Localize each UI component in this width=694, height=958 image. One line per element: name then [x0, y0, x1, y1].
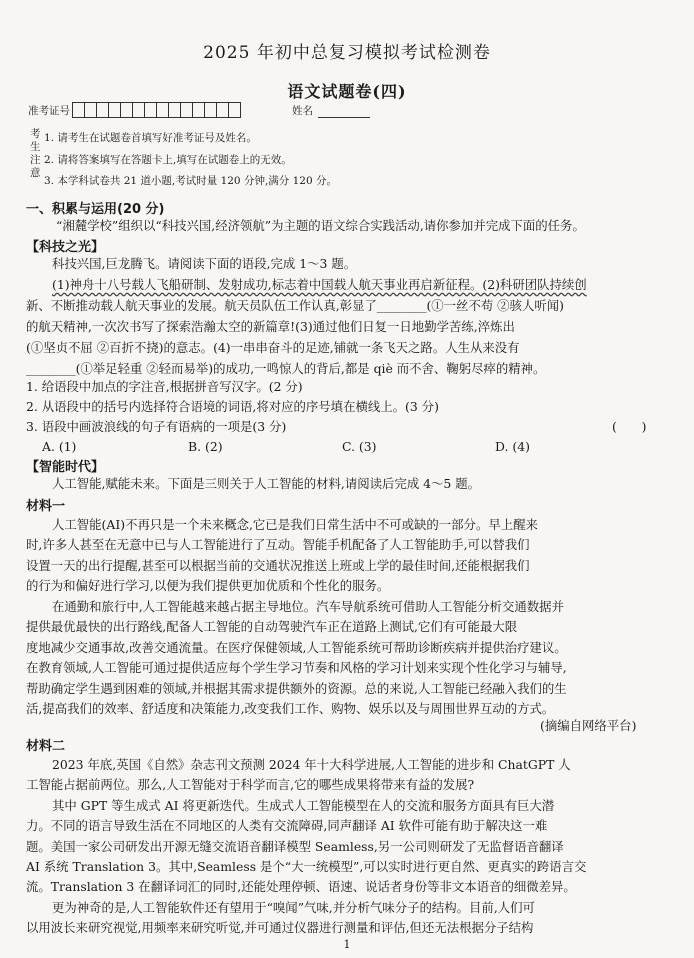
material-line: 设置一天的出行提醒,甚至可以根据当前的交通状况推送上班或上学的最佳时间,还能根据我们: [26, 558, 530, 573]
material-line: 题。美国一家公司研发出开源无缝交流语音翻译模型 Seamless,另一公司则研发了无监督语音翻译: [26, 839, 564, 854]
page-number: 1: [343, 938, 351, 951]
option-a[interactable]: A. (1): [42, 439, 77, 454]
part-tag-ai: 【智能时代】: [26, 460, 105, 475]
material-line: 以用波长来研究视觉,用频率来研究听觉,并可通过仪器进行测量和评估,但还无法根据分子结构: [26, 920, 534, 935]
material-line: 工智能占据前两位。那么,人工智能对于科学而言,它的哪些成果将带来有益的发展?: [26, 777, 475, 792]
material-title: 材料一: [26, 499, 66, 514]
material-line: 提供最优最快的出行路线,配备人工智能的自动驾驶汽车正在道路上测试,它们有可能最大限: [26, 619, 518, 634]
id-digit-box[interactable]: [109, 102, 121, 118]
passage-line: 新、不断推动载人航天事业的发展。航天员队伍工作认真,彰显了________(①一丝不苟 ②骇人听闻): [26, 298, 564, 313]
part-lead: 科技兴国,巨龙腾飞。请阅读下面的语段,完成 1～3 题。: [52, 256, 357, 271]
material-line: 在教育领域,人工智能可通过提供适应每个学生学习节奏和风格的学习计划来实现个性化学习与辅导,: [26, 660, 567, 675]
name-line[interactable]: [318, 117, 370, 118]
id-digit-box[interactable]: [229, 102, 241, 118]
id-digit-box[interactable]: [217, 102, 229, 118]
question: 2. 从语段中的括号内选择符合语境的词语,将对应的序号填在横线上。(3 分): [26, 399, 439, 414]
material-source: (摘编自网络平台): [540, 718, 637, 733]
id-digit-box[interactable]: [157, 102, 169, 118]
notice-label: 考 生 注 意: [30, 128, 41, 179]
notice-item: 3. 本学科试卷共 21 道小题,考试时量 120 分钟,满分 120 分。: [44, 175, 337, 187]
id-digit-box[interactable]: [193, 102, 205, 118]
answer-paren[interactable]: ( ): [612, 419, 647, 434]
id-boxes[interactable]: [72, 102, 241, 118]
material-line: 2023 年底,英国《自然》杂志刊文预测 2024 年十大科学进展,人工智能的进步和 ChatGPT 人: [52, 757, 571, 772]
passage-line: ________(①举足轻重 ②轻而易举)的成功,一鸣惊人的背后,都是 qiè 而不舍、鞠躬尽瘁的精神。: [26, 361, 546, 376]
id-digit-box[interactable]: [181, 102, 193, 118]
material-title: 材料二: [26, 739, 66, 754]
option-b[interactable]: B. (2): [188, 439, 223, 454]
option-d[interactable]: D. (4): [495, 439, 530, 454]
name-label: 姓名: [292, 105, 313, 117]
id-digit-box[interactable]: [205, 102, 217, 118]
material-line: 活,提高我们的效率、舒适度和决策能力,改变我们工作、购物、娱乐以及与周围世界互动的方式。: [26, 701, 555, 716]
section-intro: “湘麓学校”组织以“科技兴国,经济领航”为主题的语文综合实践活动,请你参加并完成下面的任务。: [56, 218, 585, 233]
id-digit-box[interactable]: [121, 102, 133, 118]
passage-line: (1)神舟十八号载人飞船研制、发射成功,标志着中国载人航天事业再启新征程。(2)科研团队持续创: [52, 277, 587, 292]
material-line: 力。不同的语言导致生活在不同地区的人类有交流障碍,同声翻译 AI 软件可能有助于解决这一难: [26, 818, 548, 833]
id-digit-box[interactable]: [72, 102, 85, 118]
material-line: AI 系统 Translation 3。其中,Seamless 是个“大一统模型”,可以实时进行更自然、更真实的跨语言交: [26, 859, 587, 874]
question: 1. 给语段中加点的字注音,根据拼音写汉字。(2 分): [26, 379, 303, 394]
part-tag-tech: 【科技之光】: [26, 240, 105, 255]
material-line: 度地减少交通事故,改善交通流量。在医疗保健领域,人工智能系统可帮助诊断疾病并提供治疗建议。: [26, 640, 567, 655]
option-c[interactable]: C. (3): [342, 439, 377, 454]
id-digit-box[interactable]: [145, 102, 157, 118]
id-digit-box[interactable]: [97, 102, 109, 118]
notice-item: 2. 请将答案填写在答题卡上,填写在试题卷上的无效。: [44, 154, 292, 166]
material-line: 人工智能(AI)不再只是一个未来概念,它已是我们日常生活中不可或缺的一部分。早上醒来: [52, 517, 538, 532]
material-line: 在通勤和旅行中,人工智能越来越占据主导地位。汽车导航系统可借助人工智能分析交通数据并: [52, 599, 564, 614]
id-digit-box[interactable]: [133, 102, 145, 118]
notice-item: 1. 请考生在试题卷首填写好准考证号及姓名。: [44, 132, 257, 144]
id-digit-box[interactable]: [85, 102, 97, 118]
material-line: 时,许多人甚至在无意中已与人工智能进行了互动。智能手机配备了人工智能助手,可以替我们: [26, 537, 530, 552]
section-heading: 一、积累与运用(20 分): [26, 202, 165, 217]
id-digit-box[interactable]: [169, 102, 181, 118]
passage-line: 的航天精神,一次次书写了探索浩瀚太空的新篇章!(3)通过他们日复一日地勤学苦练,淬炼出: [26, 319, 515, 334]
question: 3. 语段中画波浪线的句子有语病的一项是(3 分): [26, 419, 287, 434]
material-line: 帮助确定学生遇到困难的领域,并根据其需求提供额外的资源。总的来说,人工智能已经融入我们的生: [26, 681, 567, 696]
id-label: 准考证号: [28, 105, 70, 117]
paper-subtitle: 语文试题卷(四): [287, 82, 407, 101]
material-line: 其中 GPT 等生成式 AI 将更新迭代。生成式人工智能模型在人的交流和服务方面具有巨大潜: [52, 798, 555, 813]
exam-title: 2025 年初中总复习模拟考试检测卷: [203, 43, 491, 63]
passage-line: (①坚贞不屈 ②百折不挠)的意志。(4)一串串奋斗的足迹,铺就一条飞天之路。人生从来没有: [26, 340, 520, 355]
material-line: 更为神奇的是,人工智能软件还有望用于“嗅闻”气味,并分析气味分子的结构。目前,人们可: [52, 900, 535, 915]
part-lead: 人工智能,赋能未来。下面是三则关于人工智能的材料,请阅读后完成 4～5 题。: [52, 476, 481, 491]
material-line: 流。Translation 3 在翻译词汇的同时,还能处理停顿、语速、说话者身份等非文本语音的细微差异。: [26, 879, 576, 894]
material-line: 的行为和偏好进行学习,以便为我们提供更加优质和个性化的服务。: [26, 578, 390, 593]
